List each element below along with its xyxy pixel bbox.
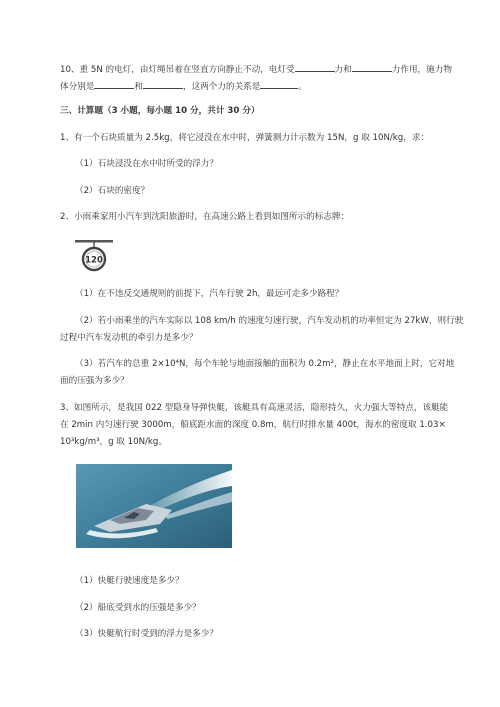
q1-sub1: （1）石块浸没在水中时所受的浮力？ — [75, 159, 218, 169]
q10-text-d: 体分别是 — [60, 82, 95, 92]
q10-blank-1[interactable] — [295, 62, 335, 72]
q3-stem-b: 在 2min 内匀速行驶 3000m，船底距水面的深度 0.8m，航行时排水量 400t，海水的密度取 1.03× — [60, 420, 446, 430]
q2-sub3-b: 面的压强为多少？ — [60, 376, 129, 386]
q10-blank-3[interactable] — [94, 79, 134, 89]
sign-speed-text: 120 — [85, 255, 103, 266]
q10-text-c: 力作用，施力物 — [391, 65, 452, 75]
q10-text-b: 力和 — [334, 65, 352, 75]
speed-limit-sign — [74, 238, 114, 274]
q1-stem: 1、有一个石块质量为 2.5kg，将它浸没在水中时，弹簧测力计示数为 15N，g 取 10N/kg，求： — [60, 133, 430, 143]
q2-stem: 2、小雨乘家用小汽车到沈阳旅游时，在高速公路上看到如图所示的标志牌： — [60, 212, 350, 222]
q10-line2 — [60, 79, 307, 93]
missile-boat-photo — [76, 464, 232, 548]
q10-text-f: ，这两个力的关系是 — [183, 82, 261, 92]
q10-line1 — [60, 62, 452, 76]
section-heading: 三、计算题（3 小题，每小题 10 分，共计 30 分） — [60, 106, 260, 116]
q10-blank-4[interactable] — [143, 79, 183, 89]
q3-stem-c: 10³kg/m³，g 取 10N/kg。 — [60, 437, 167, 447]
q10-text-g: 。 — [298, 82, 307, 92]
q2-sub3-a: （3）若汽车的总重 2×10⁴N，每个车轮与地面接触的面积为 0.2m²，静止在水平地面上时，它对地 — [75, 359, 455, 369]
q10-text-a: 10、重 5N 的电灯，由灯绳吊着在竖直方向静止不动，电灯受 — [60, 65, 295, 75]
q3-sub1: （1）快艇行驶速度是多少？ — [75, 576, 184, 586]
q3-stem-a: 3、如图所示，是我国 022 型隐身导弹快艇，该艇具有高速灵活，隐形持久，火力强大等特点，该艇能 — [60, 403, 449, 413]
q3-sub3: （3）快艇航行时受到的浮力是多少？ — [75, 629, 218, 639]
q1-sub2: （2）石块的密度？ — [75, 186, 150, 196]
q2-sub2-b: 过程中汽车发动机的牵引力是多少？ — [60, 333, 198, 343]
q2-sub1: （1）在不违反交通规则的前提下，汽车行驶 2h，最远可走多少路程？ — [75, 289, 344, 299]
q10-text-e: 和 — [134, 82, 143, 92]
q2-sub2-a: （2）若小雨乘坐的汽车实际以 108 km/h 的速度匀速行驶，汽车发动机的功率恒定为 27kW，则行驶 — [75, 316, 464, 326]
q10-blank-2[interactable] — [352, 62, 392, 72]
q3-sub2: （2）船底受到水的压强是多少？ — [75, 603, 201, 613]
q10-blank-5[interactable] — [260, 79, 298, 89]
